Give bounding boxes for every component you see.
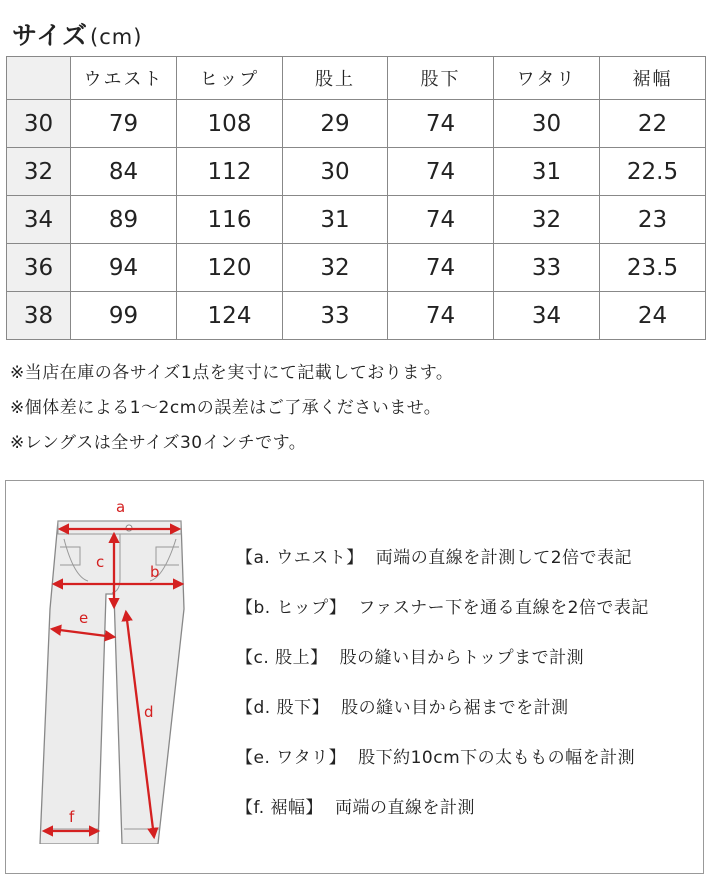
legend-desc: 股の縫い目から裾までを計測 xyxy=(341,698,569,718)
label-e: e xyxy=(79,609,89,627)
header-hip: ヒップ xyxy=(177,57,283,100)
table-cell: 94 xyxy=(71,244,177,292)
size-cell: 34 xyxy=(7,196,71,244)
table-cell: 29 xyxy=(283,100,388,148)
header-corner xyxy=(7,57,71,100)
note-line: ※当店在庫の各サイズ1点を実寸にて記載しております。 xyxy=(10,363,454,383)
measurement-diagram xyxy=(5,480,704,874)
table-row xyxy=(7,196,706,244)
table-cell: 22 xyxy=(600,100,706,148)
table-cell: 99 xyxy=(71,292,177,340)
pants-illustration xyxy=(36,499,186,844)
table-cell: 32 xyxy=(283,244,388,292)
label-b: b xyxy=(150,563,160,581)
note-line: ※個体差による1〜2cmの誤差はご了承くださいませ。 xyxy=(10,398,442,418)
table-cell: 34 xyxy=(494,292,600,340)
header-inseam: 股下 xyxy=(388,57,494,100)
table-cell: 74 xyxy=(388,196,494,244)
legend-desc: ファスナー下を通る直線を2倍で表記 xyxy=(358,598,649,618)
table-cell: 124 xyxy=(177,292,283,340)
table-cell: 116 xyxy=(177,196,283,244)
label-d: d xyxy=(144,703,154,721)
legend-item xyxy=(236,693,649,743)
table-cell: 108 xyxy=(177,100,283,148)
table-row xyxy=(7,148,706,196)
legend-key: 【d. 股下】 xyxy=(236,698,330,718)
table-cell: 33 xyxy=(494,244,600,292)
table-cell: 79 xyxy=(71,100,177,148)
legend-key: 【a. ウエスト】 xyxy=(236,548,364,568)
header-waist: ウエスト xyxy=(71,57,177,100)
legend-item xyxy=(236,793,649,843)
table-cell: 112 xyxy=(177,148,283,196)
legend-desc: 両端の直線を計測 xyxy=(335,798,476,818)
legend-item xyxy=(236,643,649,693)
legend-key: 【c. 股上】 xyxy=(236,648,328,668)
table-cell: 22.5 xyxy=(600,148,706,196)
table-row xyxy=(7,244,706,292)
size-cell: 30 xyxy=(7,100,71,148)
table-header-row xyxy=(7,57,706,100)
table-cell: 32 xyxy=(494,196,600,244)
legend-key: 【f. 裾幅】 xyxy=(236,798,324,818)
title-unit: (cm) xyxy=(90,25,143,49)
header-thigh: ワタリ xyxy=(494,57,600,100)
table-cell: 30 xyxy=(283,148,388,196)
table-cell: 74 xyxy=(388,100,494,148)
legend-desc: 股下約10cm下の太ももの幅を計測 xyxy=(358,748,636,768)
table-row xyxy=(7,100,706,148)
header-hem: 裾幅 xyxy=(600,57,706,100)
legend-desc: 両端の直線を計測して2倍で表記 xyxy=(375,548,633,568)
label-c: c xyxy=(96,553,105,571)
legend-desc: 股の縫い目からトップまで計測 xyxy=(339,648,585,668)
table-cell: 84 xyxy=(71,148,177,196)
table-cell: 23 xyxy=(600,196,706,244)
legend-key: 【b. ヒップ】 xyxy=(236,598,347,618)
table-cell: 30 xyxy=(494,100,600,148)
legend-item xyxy=(236,743,649,793)
table-cell: 23.5 xyxy=(600,244,706,292)
label-f: f xyxy=(69,808,75,826)
legend-key: 【e. ワタリ】 xyxy=(236,748,347,768)
table-cell: 89 xyxy=(71,196,177,244)
title-main: サイズ xyxy=(12,21,89,50)
table-row xyxy=(7,292,706,340)
header-rise: 股上 xyxy=(283,57,388,100)
table-cell: 24 xyxy=(600,292,706,340)
table-cell: 74 xyxy=(388,148,494,196)
size-cell: 32 xyxy=(7,148,71,196)
label-a: a xyxy=(116,499,126,516)
size-table xyxy=(6,56,706,340)
page-title xyxy=(12,16,142,52)
table-cell: 31 xyxy=(494,148,600,196)
legend-item xyxy=(236,543,649,593)
size-cell: 38 xyxy=(7,292,71,340)
note-line: ※レングスは全サイズ30インチです。 xyxy=(10,433,307,453)
table-cell: 31 xyxy=(283,196,388,244)
measurement-legend xyxy=(236,543,649,843)
table-cell: 120 xyxy=(177,244,283,292)
notes xyxy=(10,356,453,461)
table-cell: 74 xyxy=(388,244,494,292)
table-cell: 33 xyxy=(283,292,388,340)
legend-item xyxy=(236,593,649,643)
table-cell: 74 xyxy=(388,292,494,340)
size-cell: 36 xyxy=(7,244,71,292)
